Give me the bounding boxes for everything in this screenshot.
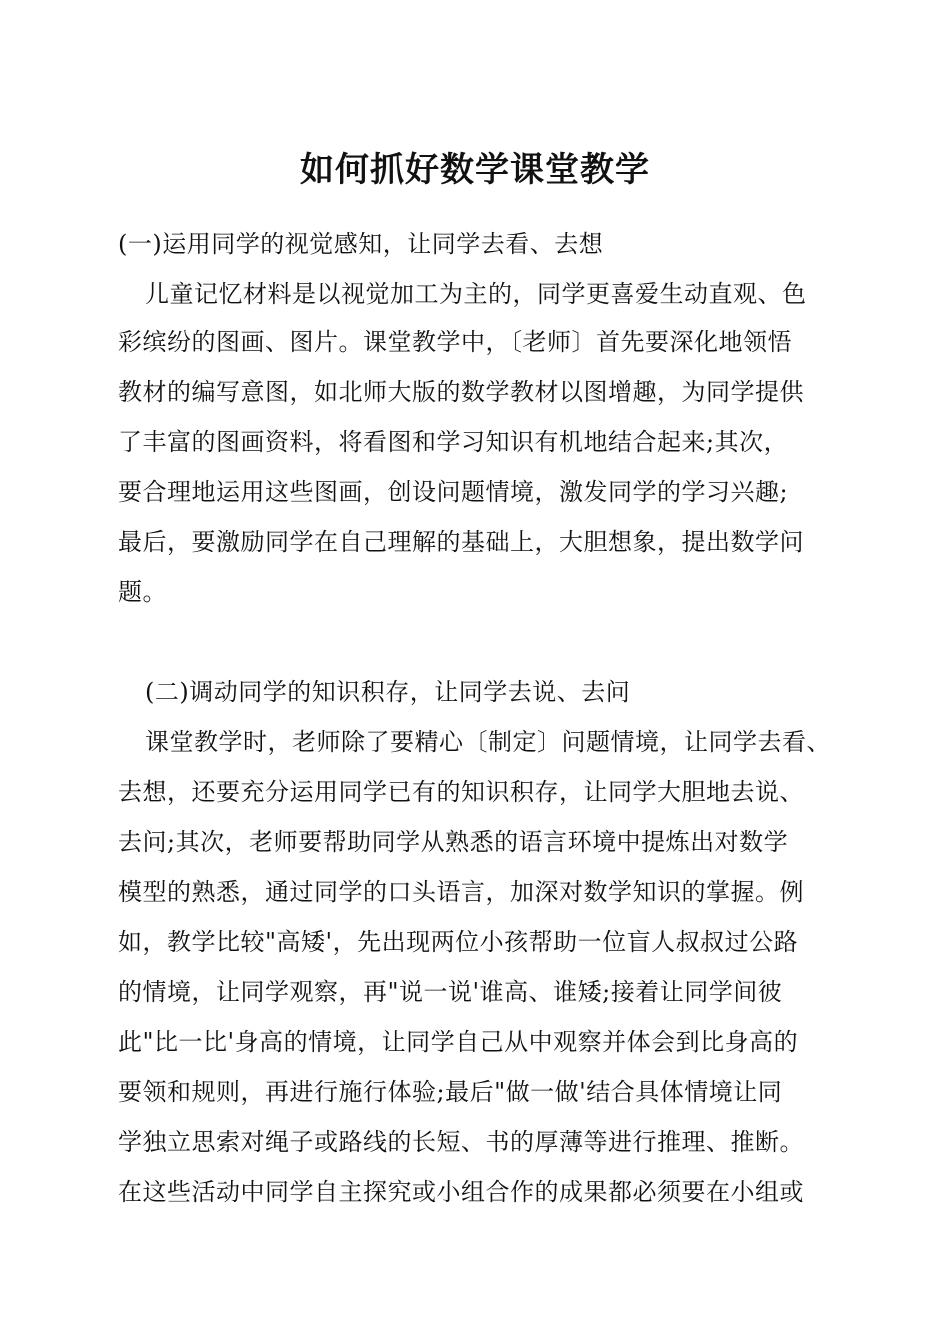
section2-line-8: 要领和规则，再进行施行体验;最后"做一做'结合具体情境让同 (118, 1078, 783, 1106)
section1-line-4: 了丰富的图画资料，将看图和学习知识有机地结合起来;其次， (118, 428, 789, 456)
section1-line-5: 要合理地运用这些图画，创设问题情境，激发同学的学习兴趣; (118, 478, 789, 506)
section1-line-3: 教材的编写意图，如北师大版的数学教材以图增趣，为同学提供 (118, 378, 804, 406)
document-title: 如何抓好数学课堂教学 (300, 150, 650, 190)
section2-line-1: 课堂教学时，老师除了要精心〔制定〕问题情境，让同学去看、 (145, 728, 831, 756)
section2-line-5: 如，教学比较"高矮'，先出现两位小孩帮助一位盲人叔叔过公路 (118, 928, 799, 956)
section1-line-1: 儿童记忆材料是以视觉加工为主的，同学更喜爱生动直观、色 (145, 280, 807, 308)
section2-line-3: 去问;其次，老师要帮助同学从熟悉的语言环境中提炼出对数学 (118, 828, 789, 856)
section2-line-2: 去想，还要充分运用同学已有的知识积存，让同学大胆地去说、 (118, 778, 804, 806)
section1-heading: (一)运用同学的视觉感知，让同学去看、去想 (118, 230, 604, 258)
section2-line-9: 学独立思索对绳子或路线的长短、书的厚薄等进行推理、推断。 (118, 1128, 804, 1156)
section2-line-10: 在这些活动中同学自主探究或小组合作的成果都必须要在小组或 (118, 1178, 804, 1206)
section1-line-6: 最后，要激励同学在自己理解的基础上，大胆想象，提出数学问 (118, 528, 804, 556)
section2-line-7: 此"比一比'身高的情境，让同学自己从中观察并体会到比身高的 (118, 1028, 799, 1056)
section1-line-7: 题。 (118, 578, 167, 606)
section2-line-6: 的情境，让同学观察，再"说一说'谁高、谁矮;接着让同学间彼 (118, 978, 783, 1006)
section2-heading: (二)调动同学的知识积存，让同学去说、去问 (145, 678, 631, 706)
section2-line-4: 模型的熟悉，通过同学的口头语言，加深对数学知识的掌握。例 (118, 878, 804, 906)
section1-line-2: 彩缤纷的图画、图片。课堂教学中，〔老师〕首先要深化地领悟 (118, 328, 792, 356)
